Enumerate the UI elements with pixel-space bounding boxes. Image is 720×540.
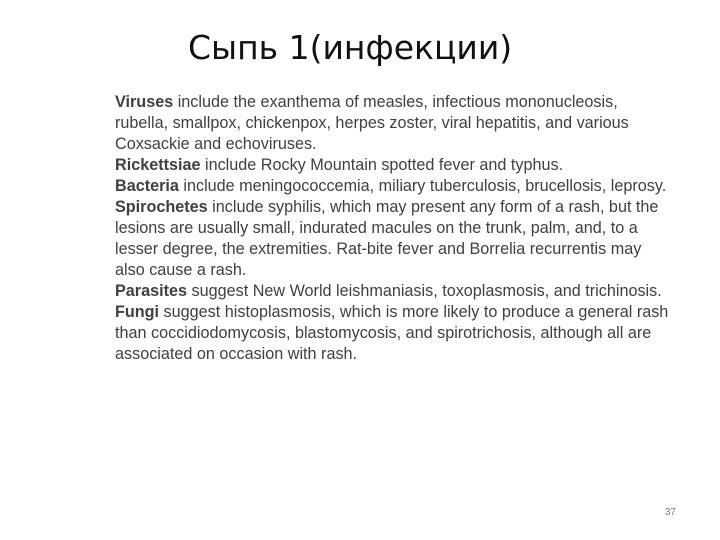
paragraph-text: include meningococcemia, miliary tuberculosis, brucellosis, leprosy. [178, 177, 667, 195]
paragraph-bacteria [115, 176, 675, 197]
paragraph-text: include Rocky Mountain spotted fever and typhus. [200, 156, 564, 174]
paragraph-text: suggest histoplasmosis, which is more likely to produce a general rash than coccidiodomycosis, blastomycosis, and spirotrichosis, although all are associated on occasion with rash. [115, 303, 669, 363]
page-number: 37 [664, 507, 676, 518]
slide-title: Сыпь 1(инфекции) [188, 28, 513, 67]
paragraph-text: include syphilis, which may present any form of a rash, but the lesions are usually small, indurated macules on the trunk, palm, and, to a lesser degree, the extremities. Rat-bite fever and Borrelia recurrentis may also cause a rash. [115, 198, 659, 279]
paragraph-text: include the exanthema of measles, infectious mononucleosis, rubella, smallpox, chickenpox, herpes zoster, viral hepatitis, and various Coxsackie and echoviruses. [115, 93, 629, 153]
paragraph-fungi [115, 302, 675, 365]
paragraph-lead: Bacteria [115, 177, 179, 195]
paragraph-parasites [115, 281, 675, 302]
paragraph-lead: Parasites [115, 282, 187, 300]
paragraph-viruses [115, 92, 675, 155]
paragraph-lead: Viruses [115, 93, 174, 111]
paragraph-text: suggest New World leishmaniasis, toxoplasmosis, and trichinosis. [187, 282, 662, 300]
paragraph-rickettsiae [115, 155, 675, 176]
paragraph-lead: Fungi [115, 303, 160, 321]
slide-body [115, 92, 675, 365]
paragraph-spirochetes [115, 197, 675, 281]
paragraph-lead: Rickettsiae [115, 156, 201, 174]
paragraph-lead: Spirochetes [115, 198, 208, 216]
